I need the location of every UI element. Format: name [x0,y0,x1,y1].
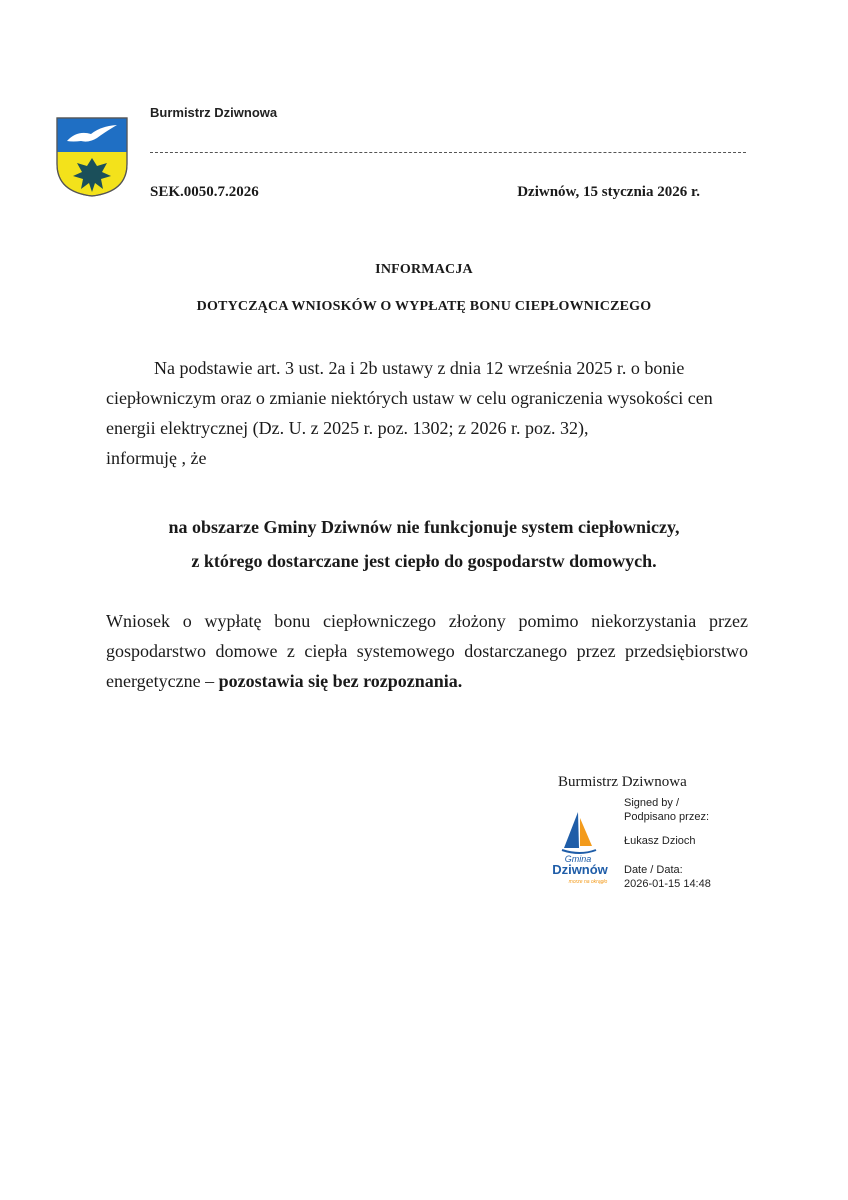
logo-text-tagline: morze na okrągło [568,879,608,885]
signature-title: Burmistrz Dziwnowa [558,774,687,790]
signature-date-value: 2026-01-15 14:48 [624,878,711,890]
paragraph-application-text: Wniosek o wypłatę bonu ciepłowniczego złożony pomimo niekorzystania przez gospodarstwo domowe z ciepła systemowego dostarczanego przez przedsiębiorstwo energetyczne – [106,611,748,691]
signed-by-label [624,796,709,824]
paragraph-legal-basis-text: Na podstawie art. 3 ust. 2a i 2b ustawy z dnia 12 września 2025 r. o bonie ciepłowniczym oraz o zmianie niektórych ustaw w celu ograniczenia wysokości cen energii elektrycznej (Dz. U. z 2025 r. poz. 1302; z 2026 r. poz. 32), [106,358,713,438]
signer-name: Łukasz Dzioch [624,835,696,847]
signature-date-label: Date / Data: [624,864,683,876]
reference-number: SEK.0050.7.2026 [150,184,259,200]
signature-date [624,863,711,891]
header-divider [150,152,746,153]
paragraph-legal-basis-end: informuję , że [106,448,207,468]
document-subtitle: DOTYCZĄCA WNIOSKÓW O WYPŁATĘ BONU CIEPŁOWNICZEGO [196,299,652,314]
document-title: INFORMACJA [375,262,473,277]
emphasis-line-1: na obszarze Gminy Dziwnów nie funkcjonuje system ciepłowniczy, [168,517,680,537]
signed-by-label-line1: Signed by / [624,797,680,809]
paragraph-application [106,606,748,696]
paragraph-legal-basis [106,353,748,473]
paragraph-application-conclusion: pozostawia się bez rozpoznania. [218,671,463,691]
place-date: Dziwnów, 15 stycznia 2026 r. [517,184,700,200]
logo-text-main: Dziwnów [552,862,608,877]
header-title: Burmistrz Dziwnowa [150,105,278,120]
signed-by-label-line2: Podpisano przez: [624,811,709,823]
gmina-dziwnow-logo [548,808,618,888]
emphasis-line-2: z którego dostarczane jest ciepło do gospodarstw domowych. [191,551,657,571]
logo-text-top: Gmina [564,854,592,864]
municipal-crest-icon [55,116,129,198]
